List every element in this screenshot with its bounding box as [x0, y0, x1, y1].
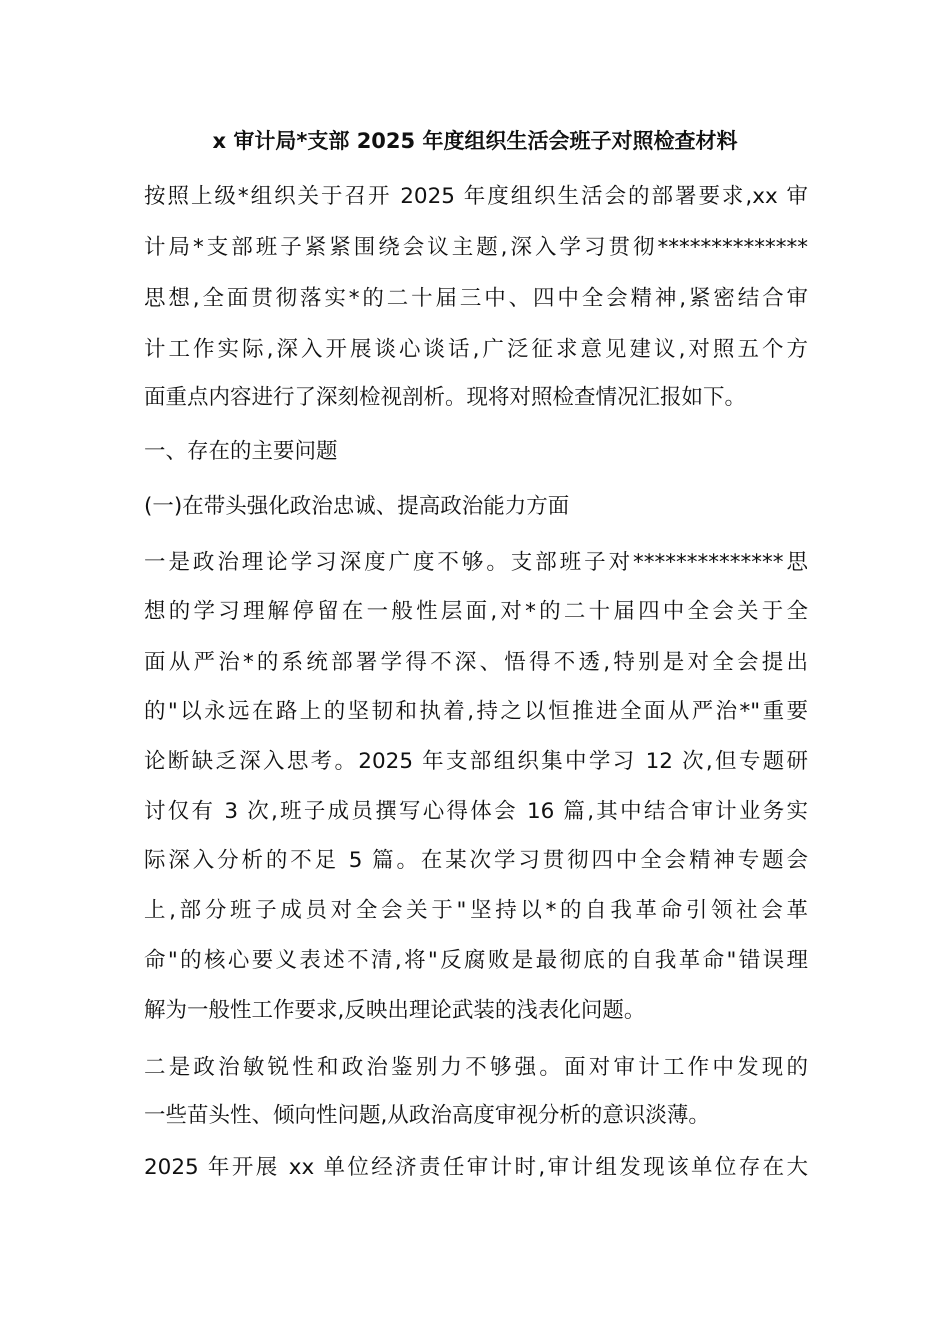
intro-line: 面重点内容进行了深刻检视剖析。现将对照检查情况汇报如下。	[144, 385, 747, 410]
point1-line: 命"的核心要义表述不清,将"反腐败是最彻底的自我革命"错误理	[144, 948, 808, 973]
point1-line: 解为一般性工作要求,反映出理论武装的浅表化问题。	[144, 998, 646, 1023]
point1-line: 讨仅有 3 次,班子成员撰写心得体会 16 篇,其中结合审计业务实	[144, 799, 808, 824]
subsection-heading: (一)在带头强化政治忠诚、提高政治能力方面	[144, 494, 570, 519]
intro-line: 计局*支部班子紧紧围绕会议主题,深入学习贯彻**************	[144, 235, 808, 260]
intro-line: 按照上级*组织关于召开 2025 年度组织生活会的部署要求,xx 审	[144, 184, 808, 209]
point1-line: 上,部分班子成员对全会关于"坚持以*的自我革命引领社会革	[144, 898, 808, 923]
intro-line: 思想,全面贯彻落实*的二十届三中、四中全会精神,紧密结合审	[144, 286, 808, 311]
point2-line: 2025 年开展 xx 单位经济责任审计时,审计组发现该单位存在大	[144, 1155, 808, 1180]
point1-line: 面从严治*的系统部署学得不深、悟得不透,特别是对全会提出	[144, 650, 808, 675]
point1-line: 想的学习理解停留在一般性层面,对*的二十届四中全会关于全	[144, 599, 808, 624]
point1-line: 际深入分析的不足 5 篇。在某次学习贯彻四中全会精神专题会	[144, 848, 808, 873]
point2-line: 二是政治敏锐性和政治鉴别力不够强。面对审计工作中发现的	[144, 1055, 808, 1080]
point1-line: 论断缺乏深入思考。2025 年支部组织集中学习 12 次,但专题研	[144, 749, 808, 774]
intro-line: 计工作实际,深入开展谈心谈话,广泛征求意见建议,对照五个方	[144, 337, 808, 362]
document-title: x 审计局*支部 2025 年度组织生活会班子对照检查材料	[212, 129, 738, 153]
point1-line: 的"以永远在路上的坚韧和执着,持之以恒推进全面从严治*"重要	[144, 699, 808, 724]
point1-line: 一是政治理论学习深度广度不够。支部班子对**************思	[144, 550, 808, 575]
point2-line: 一些苗头性、倾向性问题,从政治高度审视分析的意识淡薄。	[144, 1103, 710, 1128]
section-heading: 一、存在的主要问题	[144, 439, 338, 464]
